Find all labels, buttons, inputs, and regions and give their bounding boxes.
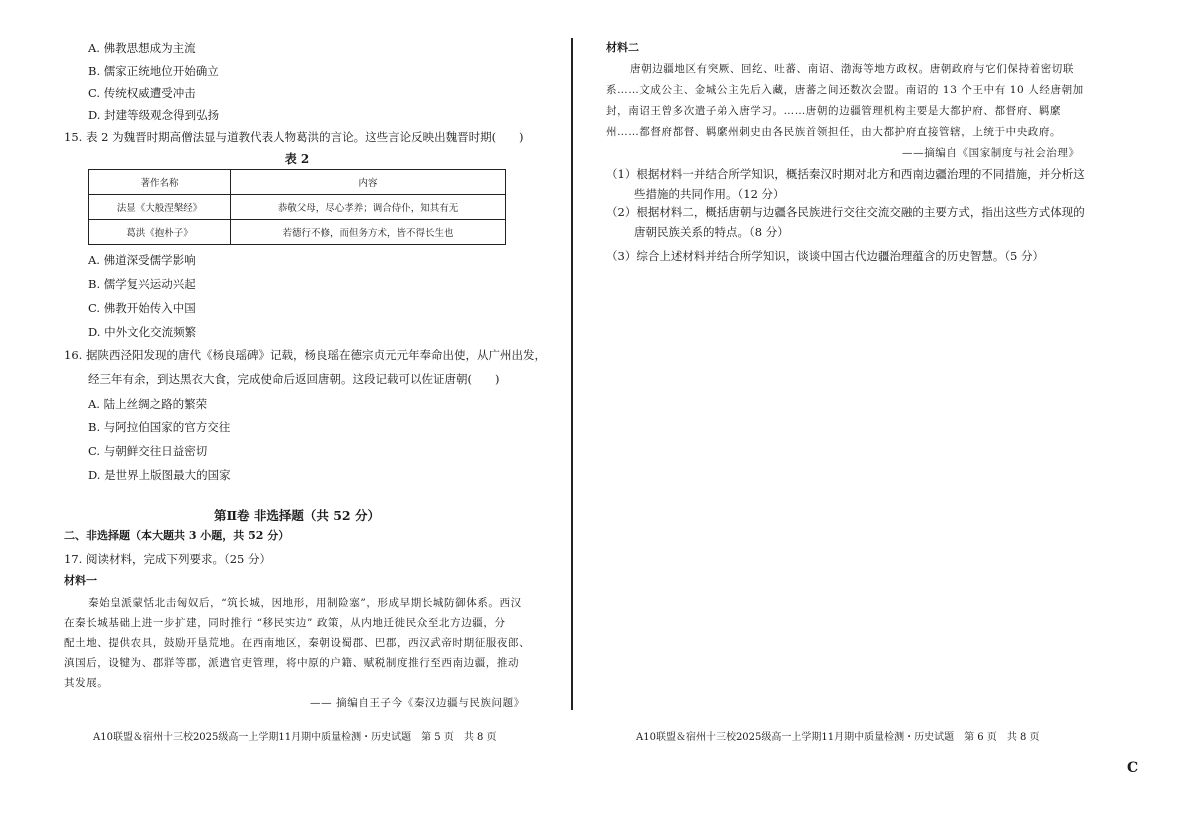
q14-option-d: D. 封建等级观念得到弘扬: [88, 108, 220, 122]
footer-page-5: A10联盟＆宿州十三校2025级高一上学期11月期中质量检测・历史试题 第 5 页 共 8 页: [93, 732, 497, 743]
q14-option-a: A. 佛教思想成为主流: [88, 41, 196, 55]
material-2-line: 封，南诏王曾多次遣子弟入唐学习。……唐朝的边疆管理机构主要是大都护府、都督府、羁縻: [606, 105, 1062, 117]
table-cell: 葛洪《抱朴子》: [89, 220, 231, 245]
q15-option-c: C. 佛教开始传入中国: [88, 301, 196, 315]
table-row: [89, 220, 506, 245]
material-1-label: 材料一: [64, 574, 97, 587]
table-cell: 若德行不修，而但务方术，皆不得长生也: [231, 220, 506, 245]
material-2-source: ——摘编自《国家制度与社会治理》: [902, 147, 1080, 159]
q16-option-d: D. 是世界上版图最大的国家: [88, 468, 231, 482]
q16-option-c: C. 与朝鲜交往日益密切: [88, 444, 208, 458]
material-2-line: 州……都督府都督、羁縻州刺史由各民族首领担任，由大都护府直接管辖，上统于中央政府。: [606, 126, 1062, 138]
left-page: [0, 0, 572, 815]
q15-option-b: B. 儒学复兴运动兴起: [88, 277, 196, 291]
q15-stem: 15. 表 2 为魏晋时期高僧法显与道教代表人物葛洪的言论。这些言论反映出魏晋时期( ): [64, 130, 524, 144]
material-1-line: 其发展。: [64, 677, 109, 689]
q16-option-b: B. 与阿拉伯国家的官方交往: [88, 420, 231, 434]
material-1-line: 配土地、提供农具，鼓励开垦荒地。在西南地区，秦朝设蜀郡、巴郡，西汉武帝时期征服夜郎、: [64, 637, 531, 649]
sub-question-3: （3）综合上述材料并结合所学知识，谈谈中国古代边疆治理蕴含的历史智慧。（5 分）: [606, 249, 1045, 263]
table-cell: 恭敬父母，尽心孝养；调合侍仆，知其有无: [231, 195, 506, 220]
sub-question-1-line-1: （1）根据材料一并结合所学知识，概括秦汉时期对北方和西南边疆治理的不同措施，并分析这: [606, 167, 1085, 181]
material-1-line: 秦始皇派蒙恬北击匈奴后，“筑长城，因地形，用制险塞”，形成早期长城防御体系。西汉: [88, 597, 522, 609]
material-2-label: 材料二: [606, 41, 639, 54]
sub-question-2-line-1: （2）根据材料二，概括唐朝与边疆各民族进行交往交流交融的主要方式，指出这些方式体现的: [606, 205, 1085, 219]
table-title: 表 2: [284, 152, 310, 166]
material-2-line: 系……文成公主、金城公主先后入藏，唐蕃之间还数次会盟。南诏的 13 个王中有 10 人经唐朝加: [606, 84, 1084, 96]
q16-stem-line-1: 16. 据陕西泾阳发现的唐代《杨良瑶碑》记载，杨良瑶在德宗贞元元年奉命出使，从广州出发，: [64, 348, 546, 362]
corner-mark: C: [1127, 760, 1139, 776]
table-cell: 法显《大般涅槃经》: [89, 195, 231, 220]
q14-option-c: C. 传统权威遭受冲击: [88, 86, 196, 100]
sub-question-2-line-2: 唐朝民族关系的特点。（8 分）: [634, 225, 789, 239]
section-title: 第Ⅱ卷 非选择题（共 52 分）: [214, 508, 380, 523]
material-1-source: —— 摘编自王子今《秦汉边疆与民族问题》: [310, 697, 525, 709]
q14-option-b: B. 儒家正统地位开始确立: [88, 64, 219, 78]
q15-option-a: A. 佛道深受儒学影响: [88, 253, 196, 267]
q16-stem-line-2: 经三年有余，到达黑衣大食，完成使命后返回唐朝。这段记载可以佐证唐朝( ): [88, 372, 500, 386]
table-header-cell: 内容: [231, 170, 506, 195]
material-1-line: 滇国后，设犍为、郡牂等郡，派遣官吏管理，将中原的户籍、赋税制度推行至西南边疆，推动: [64, 657, 520, 669]
section-subtitle: 二、非选择题（本大题共 3 小题，共 52 分）: [64, 529, 290, 542]
q15-option-d: D. 中外文化交流频繁: [88, 325, 197, 339]
page-divider: [571, 38, 573, 710]
material-1-line: 在秦长城基础上进一步扩建，同时推行 “移民实边” 政策，从内地迁徙民众至北方边疆，分: [64, 617, 506, 629]
footer-page-6: A10联盟＆宿州十三校2025级高一上学期11月期中质量检测・历史试题 第 6 页 共 8 页: [636, 732, 1040, 743]
sub-question-1-line-2: 些措施的共同作用。（12 分）: [634, 187, 785, 201]
q16-option-a: A. 陆上丝绸之路的繁荣: [88, 397, 208, 411]
right-page: [574, 0, 1200, 815]
table-header-cell: 著作名称: [89, 170, 231, 195]
table-header-row: [89, 170, 506, 195]
material-2-line: 唐朝边疆地区有突厥、回纥、吐蕃、南诏、渤海等地方政权。唐朝政府与它们保持着密切联: [630, 63, 1074, 75]
table-2: [88, 169, 506, 245]
q17-stem: 17. 阅读材料，完成下列要求。（25 分）: [64, 552, 271, 566]
table-row: [89, 195, 506, 220]
